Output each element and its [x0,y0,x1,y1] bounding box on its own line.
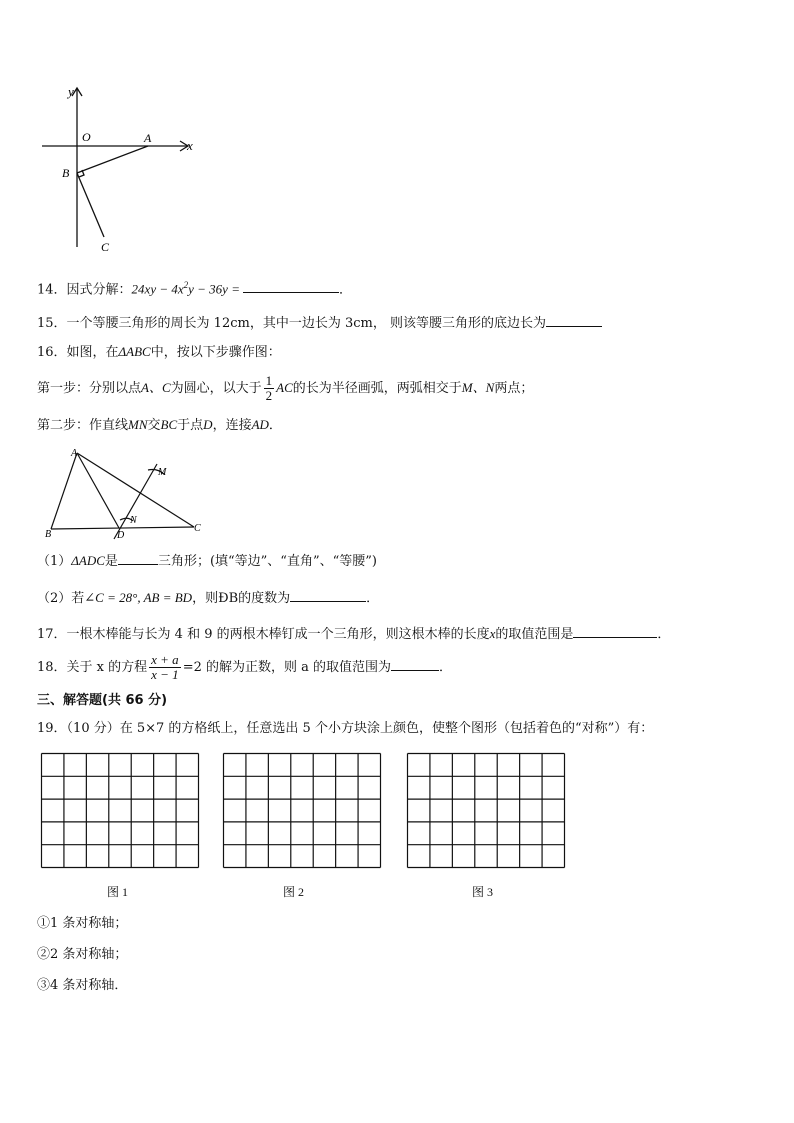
q19-item-1: ①1 条对称轴； [37,916,128,931]
question-16-sub1 [37,552,377,570]
triangle-figure [40,448,210,542]
y-label: y [68,84,74,99]
question-17 [37,625,670,643]
q17-var: x [489,626,496,641]
q16-triangle: ΔABC [118,344,151,359]
q14-prefix: 14．因式分解： [37,282,132,298]
fig-d: D [117,530,125,541]
q18-answer-blank [391,658,439,671]
q16-step2-mn: MN [128,417,148,432]
q16-step2-bc: BC [160,417,178,432]
q16-step1-mn: M、N [461,380,495,395]
c-label: C [101,240,110,254]
q19-item-2: ②2 条对称轴； [37,947,128,962]
q16-step2-b: 交 [147,418,161,433]
grid-caption-2: 图 2 [283,885,305,899]
fig-b: B [45,529,52,540]
grid-figure-1 [40,752,200,869]
grid-caption-1: 图 1 [107,885,129,899]
q16-step2-f: ． [268,418,282,433]
q16-step2-d: D [203,417,213,432]
q16-sub2-b: ，则ÐB的度数为 [192,591,291,606]
grid-figure-3 [406,752,566,869]
segment-ab [77,146,148,173]
q16-step1-points: A、C [141,380,171,395]
grid-caption-3: 图 3 [472,885,494,899]
segment-ad [77,453,119,528]
question-16-step1 [37,372,533,405]
question-16-intro [37,344,281,361]
question-18 [37,650,452,686]
q16-step1-ac: AC [276,380,293,395]
q16-step2-e: ，连接 [212,418,252,433]
q14-exp: 2 [183,280,189,290]
q17-text-b: 的取值范围是 [495,627,574,642]
q14-expr-b: y − 36y = [188,281,240,297]
q17-suffix: ． [657,627,671,642]
q16-step1-c: 的长为半径画弧，两弧相交于 [292,381,462,396]
side-bc [51,527,194,529]
q17-answer-blank [573,625,657,638]
fig-c: C [194,523,201,534]
fig-m: M [158,467,167,478]
q16-intro-b: 中，按以下步骤作图： [150,345,281,360]
question-15 [37,314,602,332]
q16-sub2-condition: ∠C = 28°, AB = BD [84,590,193,605]
q16-sub1-triangle: ΔADC [71,553,105,568]
a-label: A [144,131,152,145]
q15-answer-blank [546,314,602,327]
section-3-title: 三、解答题(共 66 分) [37,693,168,708]
side-ab [51,453,77,529]
coordinate-figure [36,82,201,254]
question-16-step2 [37,417,282,434]
q15-text: 15．一个等腰三角形的周长为 12cm，其中一边长为 3cm， 则该等腰三角形的底边长为 [37,316,546,331]
q16-fraction: $\frac{1}{2}$ [265,373,273,403]
grid-figure-2 [222,752,382,869]
q16-step2-c: 于点 [177,418,204,433]
question-19: 19．（10 分）在 5×7 的方格纸上，任意选出 5 个小方块涂上颜色，使整个图形（包括着色的“对称”）有： [37,721,654,736]
question-16-sub2 [37,589,379,607]
b-label: B [62,166,70,180]
q18-fraction: $\frac{x + a}{x - 1}$ [151,652,179,682]
q18-suffix: ． [439,660,453,675]
q16-sub1-a: （1） [37,554,72,569]
q16-step1-a: 第一步：分别以点 [37,381,142,396]
q16-sub1-blank [118,552,158,565]
q16-sub2-a: （2）若 [37,591,85,606]
q16-sub2-blank [290,589,366,602]
q19-item-3: ③4 条对称轴． [37,978,128,993]
segment-bc [77,173,104,237]
q16-step1-b: 为圆心，以大于 [170,381,262,396]
o-label: O [82,130,91,144]
q16-sub2-c: ． [366,591,380,606]
q17-text-a: 17．一根木棒能与长为 4 和 9 的两根木棒钉成一个三角形，则这根木棒的长度 [37,627,490,642]
q14-suffix: ． [338,282,352,298]
q16-step2-a: 第二步：作直线 [37,418,129,433]
q16-sub1-c: 三角形；(填“等边”、“直角”、“等腰”) [157,554,377,569]
q16-step2-ad: AD [251,417,269,432]
q16-step1-d: 两点； [494,381,534,396]
q16-sub1-b: 是 [104,554,118,569]
fig-n: N [130,515,137,526]
q14-expr-a: 24xy − 4x [131,281,184,297]
question-14 [37,277,352,298]
q18-text-b: =2 的解为正数，则 a 的取值范围为 [182,660,391,675]
fig-a: A [71,448,78,459]
q18-text-a: 18．关于 x 的方程 [37,660,148,675]
q14-answer-blank [243,280,339,293]
q16-intro-a: 16．如图，在 [37,345,119,360]
x-label: x [187,138,193,153]
